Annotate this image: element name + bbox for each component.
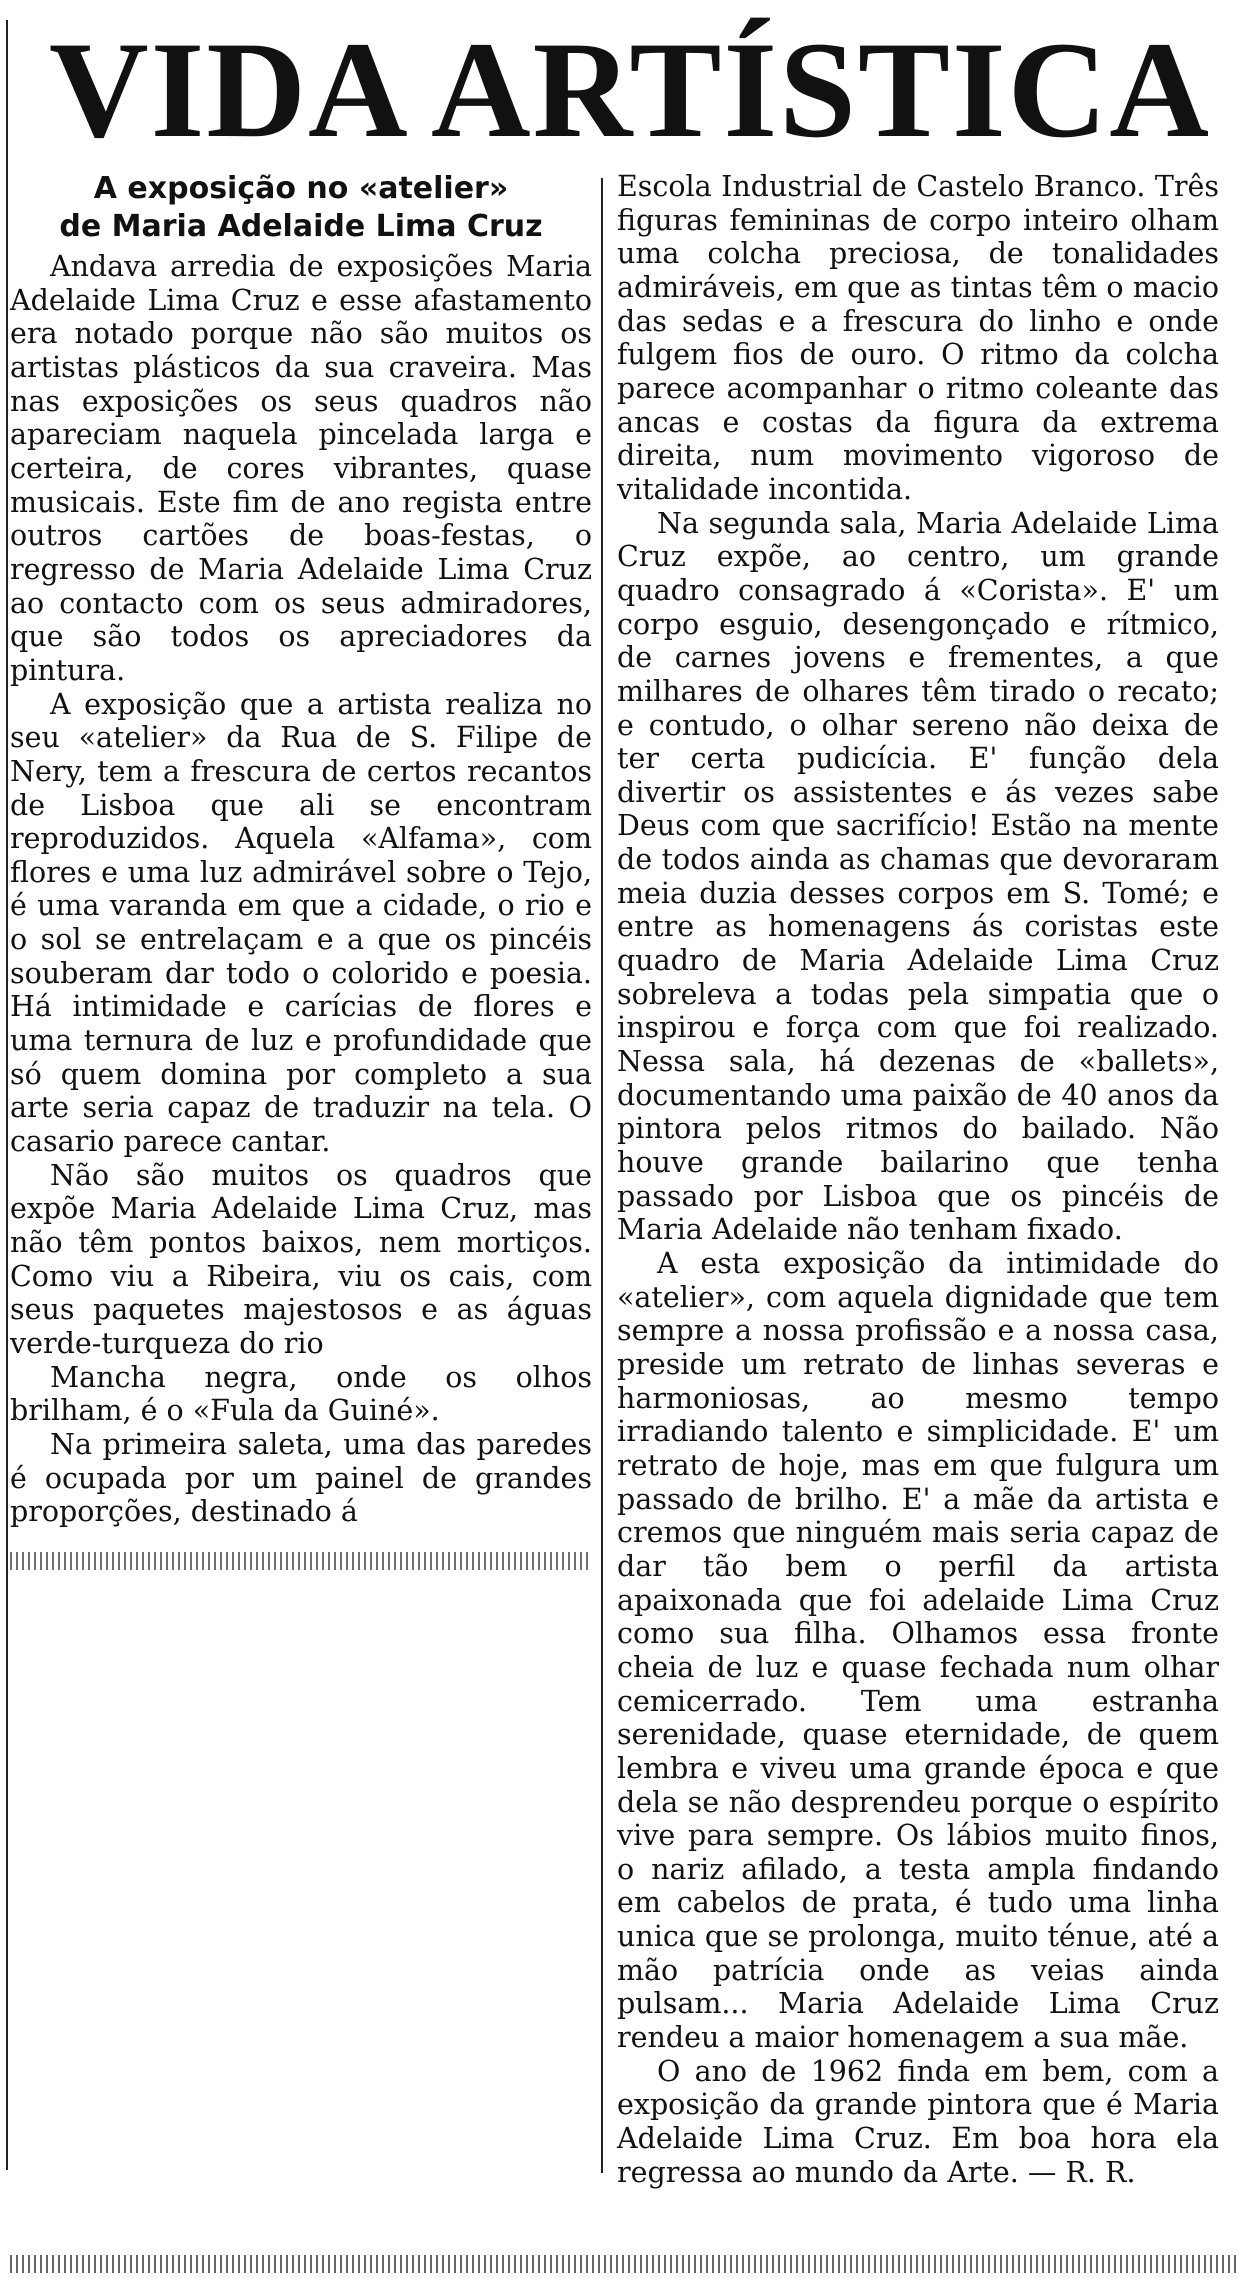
section-masthead: VIDA ARTÍSTICA xyxy=(49,13,1211,166)
page-edge-rule xyxy=(6,20,8,2170)
paragraph: Andava arredia de exposições Maria Adelaide Lima Cruz e esse afastamento era notado porque não são muitos os artistas plásticos da sua craveira. Mas nas exposições os seus quadros não apareciam naquela pincelada larga e certeira, de cores vibrantes, quase musicais. Este fim de ano regista entre outros cartões de boas-festas, o regresso de Maria Adelaide Lima Cruz ao contacto com os seus admiradores, que são todos os apreciadores da pintura. xyxy=(10,250,592,687)
paragraph: A exposição que a artista realiza no seu «atelier» da Rua de S. Filipe de Nery, tem a frescura de certos recantos de Lisboa que ali se encontram reproduzidos. Aquela «Alfama», com flores e uma luz admirável sobre o Tejo, é uma varanda em que a cidade, o rio e o sol se entrelaçam e a que os pincéis souberam dar todo o colorido e poesia. Há intimidade e carícias de flores e uma ternura de luz e profundidade que só quem domina por completo a sua arte seria capaz de traduzir na tela. O casario parece cantar. xyxy=(10,687,592,1159)
paragraph: Não são muitos os quadros que expõe Maria Adelaide Lima Cruz, mas não têm pontos baixos, nem mortiços. Como viu a Ribeira, viu os cais, com seus paquetes majestosos e as águas verde-turqueza do rio xyxy=(10,1158,592,1360)
paragraph: Na segunda sala, Maria Adelaide Lima Cruz expõe, ao centro, um grande quadro consagrado á «Corista». E' um corpo esguio, desengonçado e rítmico, de carnes jovens e frementes, a que milhares de olhares têm tirado o recato; e contudo, o olhar sereno não deixa de ter certa pudicícia. E' função dela divertir os assistentes e ás vezes sabe Deus com que sacrifício! Estão na mente de todos ainda as chamas que devoraram meia duzia desses corpos em S. Tomé; e entre as homenagens ás coristas este quadro de Maria Adelaide Lima Cruz sobreleva a todas pela simpatia que o inspirou e força com que foi realizado. Nessa sala, há dezenas de «ballets», documentando uma paixão de 40 anos da pintora pelos ritmos do bailado. Não houve grande bailarino que tenha passado por Lisboa que os pincéis de Maria Adelaide não tenham fixado. xyxy=(617,506,1219,1247)
headline-line-2: de Maria Adelaide Lima Cruz xyxy=(59,209,543,244)
headline-line-1: A exposição no «atelier» xyxy=(93,171,509,206)
paragraph: Na primeira saleta, uma das paredes é ocupada por um painel de grandes proporções, destinado á xyxy=(10,1427,592,1529)
paragraph: Mancha negra, onde os olhos brilham, é o «Fula da Guiné». xyxy=(10,1360,592,1428)
article-headline xyxy=(10,170,592,246)
paragraph: Escola Industrial de Castelo Branco. Três figuras femininas de corpo inteiro olham uma colcha preciosa, de tonalidades admiráveis, em que as tintas têm o macio das sedas e a frescura do linho e onde fulgem fios de ouro. O ritmo da colcha parece acompanhar o ritmo coleante das ancas e costas da figura da extrema direita, num movimento vigoroso de vitalidade incontida. xyxy=(617,170,1219,506)
paragraph: A esta exposição da intimidade do «atelier», com aquela dignidade que tem sempre a nossa profissão e a nossa casa, preside um retrato de linhas severas e harmoniosas, ao mesmo tempo irradiando talento e simplicidade. E' um retrato de hoje, mas em que fulgura um passado de brilho. E' a mãe da artista e cremos que ninguém mais seria capaz de dar tão bem o perfil da artista apaixonada que foi adelaide Lima Cruz como sua filha. Olhamos essa fronte cheia de luz e quase fechada num olhar cemicerrado. Tem uma estranha serenidade, quase eternidade, de quem lembra e viveu uma grande época e que dela se não desprendeu porque o espírito vive para sempre. Os lábios muito finos, o nariz afilado, a testa ampla findando em cabelos de prata, é tudo uma linha unica que se prolonga, muito ténue, até a mão patrícia onde as veias ainda pulsam... Maria Adelaide Lima Cruz rendeu a maior homenagem a sua mãe. xyxy=(617,1247,1219,2055)
article-column-left xyxy=(10,170,592,1529)
column-end-ornament xyxy=(10,1552,590,1570)
bottom-ornament-rule xyxy=(10,2255,1240,2273)
column-divider xyxy=(601,178,603,2173)
article-column-right xyxy=(617,170,1219,2189)
paragraph-signoff: O ano de 1962 finda em bem, com a exposição da grande pintora que é Maria Adelaide Lima Cruz. Em boa hora ela regressa ao mundo da Arte. — R. R. xyxy=(617,2054,1219,2189)
